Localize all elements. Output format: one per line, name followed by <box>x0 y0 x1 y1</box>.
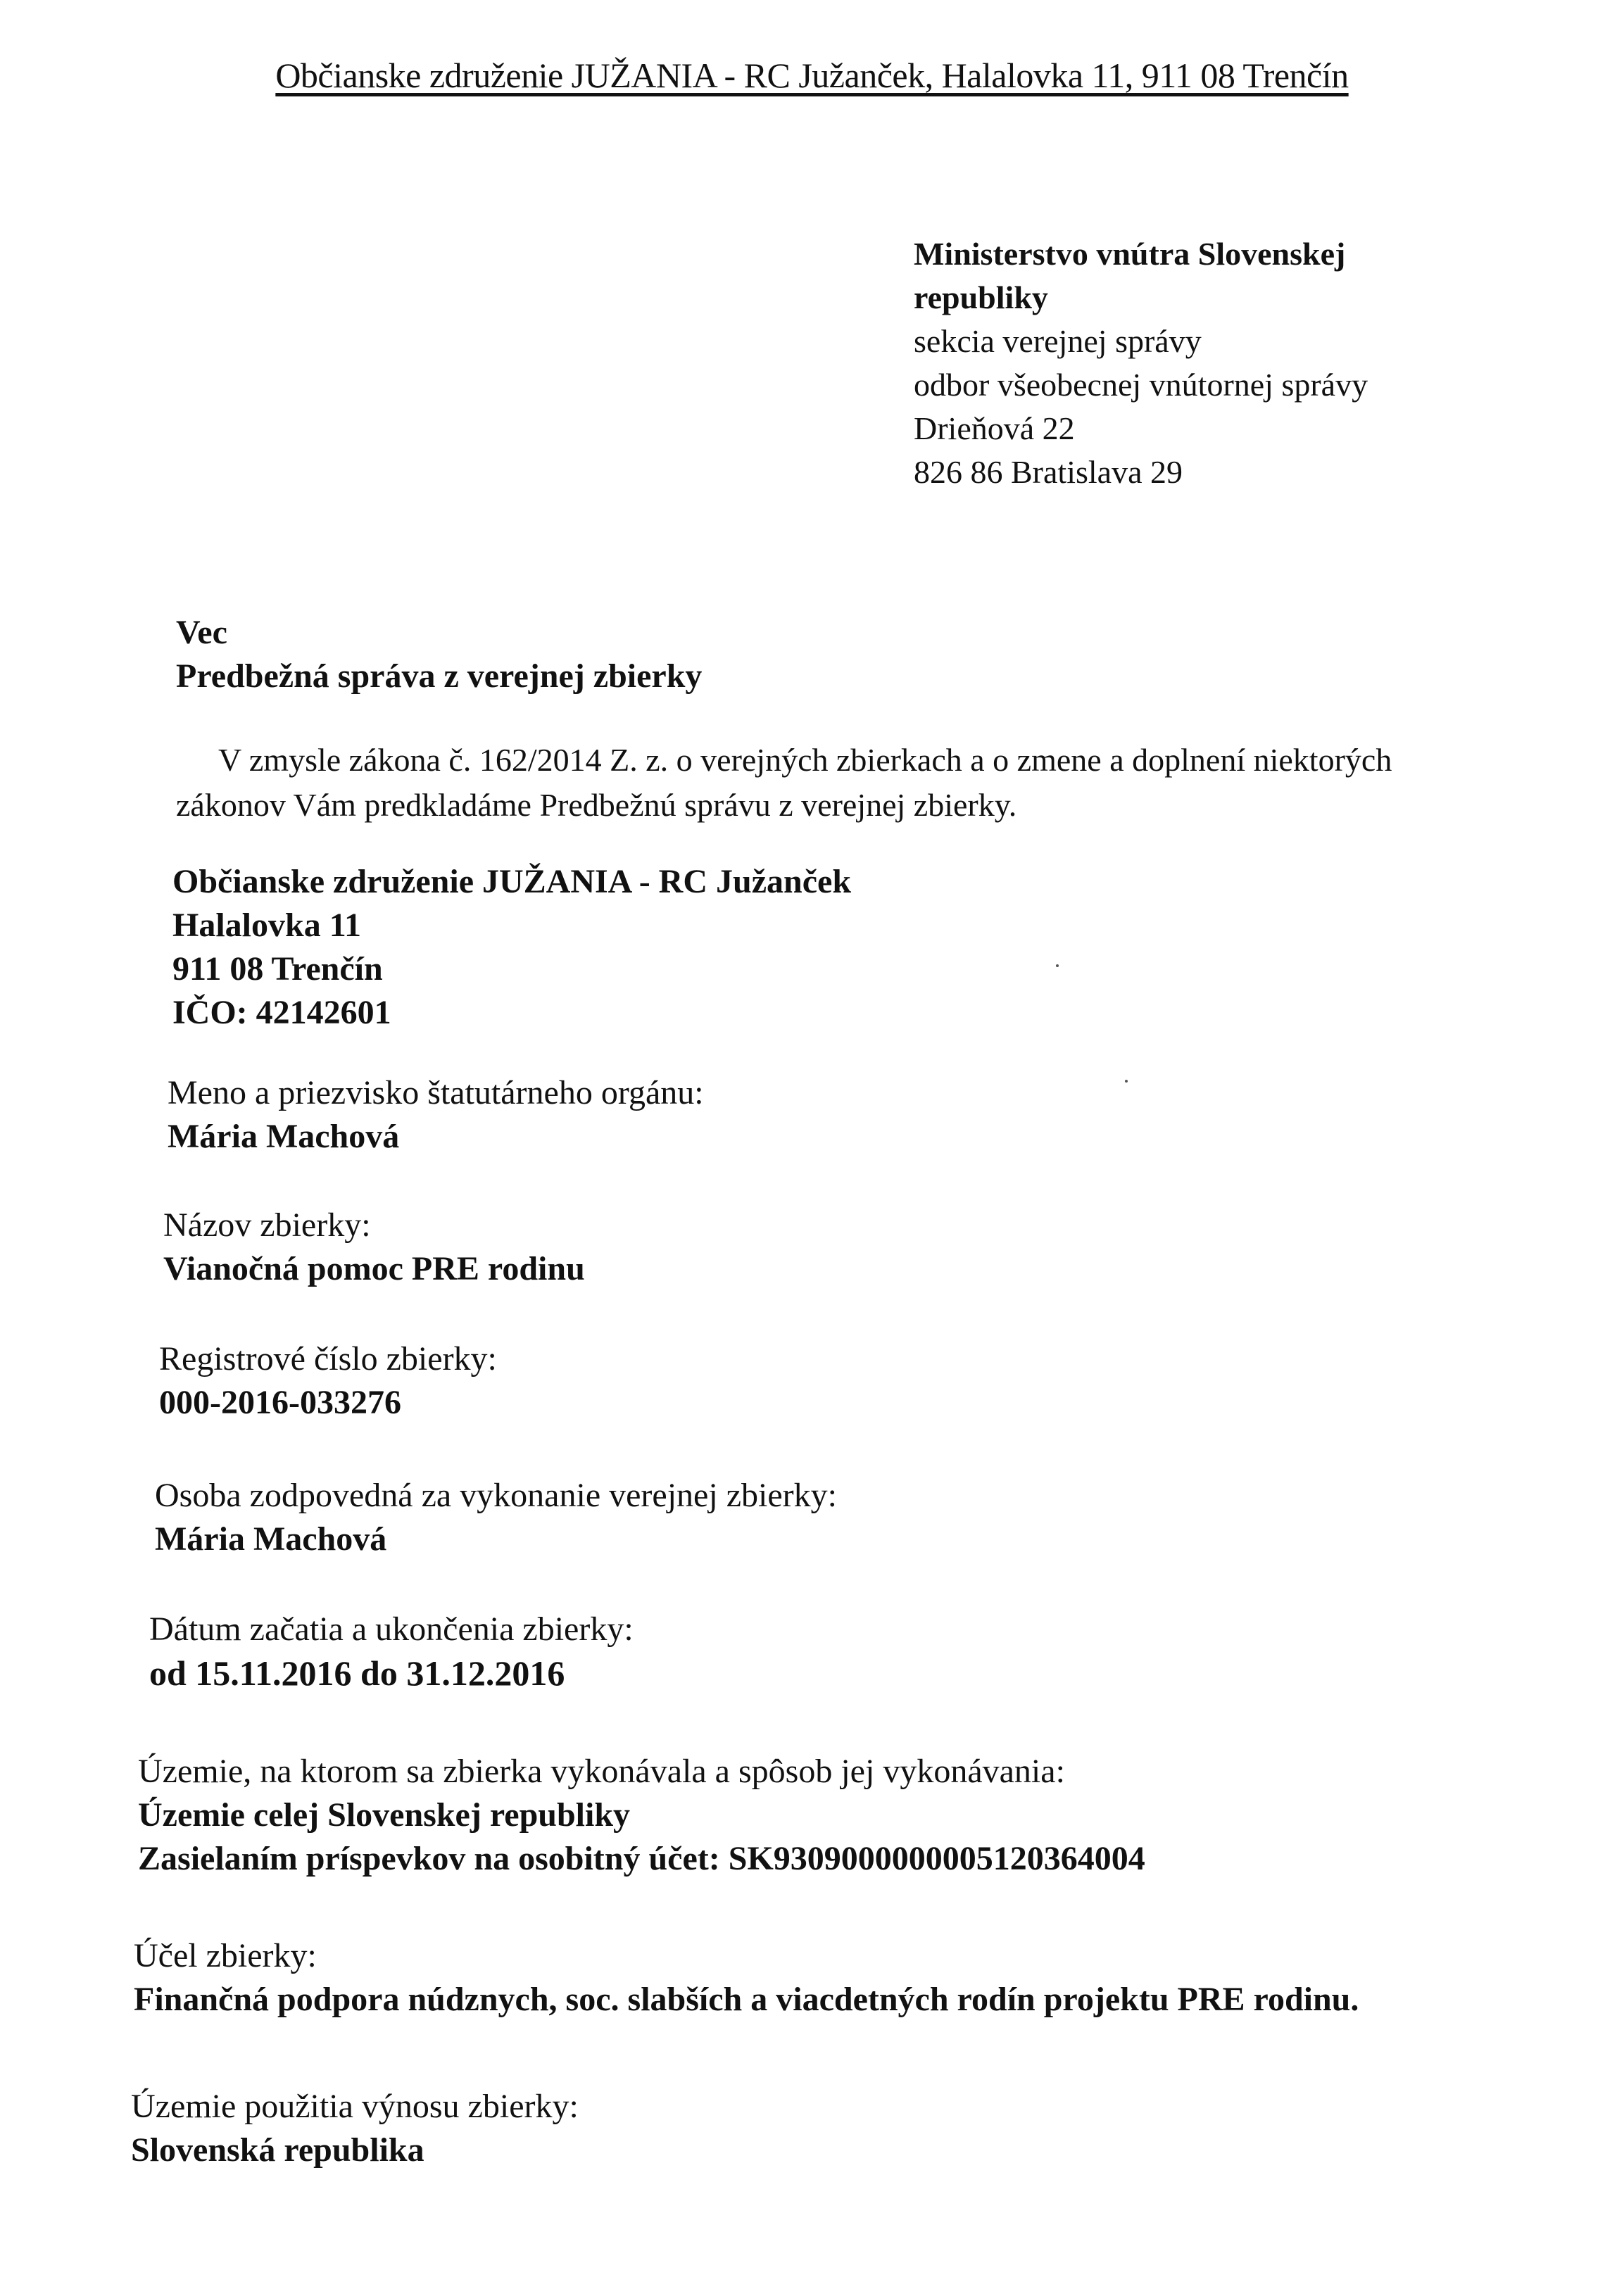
registration-field <box>159 1337 497 1425</box>
purpose-field <box>134 1934 1359 2022</box>
subject-block <box>176 611 702 698</box>
scan-speck <box>1056 964 1059 967</box>
subject-title: Predbežná správa z verejnej zbierky <box>176 657 703 695</box>
statutory-field <box>168 1071 704 1159</box>
use-territory-value: Slovenská republika <box>131 2131 424 2169</box>
use-territory-field <box>131 2085 579 2172</box>
purpose-value: Finančná podpora núdznych, soc. slabších a viacdetných rodín projektu PRE rodinu. <box>134 1981 1359 2018</box>
territory-value-1: Územie celej Slovenskej republiky <box>138 1796 631 1834</box>
org-ico: IČO: 42142601 <box>172 994 391 1031</box>
responsible-field <box>155 1474 837 1561</box>
org-street: Halalovka 11 <box>172 907 362 944</box>
recipient-name-line2: republiky <box>914 279 1048 315</box>
intro-paragraph <box>176 738 1457 828</box>
scan-speck <box>1125 1080 1128 1083</box>
dates-field <box>149 1608 634 1695</box>
collection-name-field <box>163 1204 585 1291</box>
registration-label: Registrové číslo zbierky: <box>159 1340 497 1377</box>
territory-label: Územie, na ktorom sa zbierka vykonávala a spôsob jej vykonávania: <box>138 1753 1065 1790</box>
organization-block <box>172 860 851 1035</box>
dates-label: Dátum začatia a ukončenia zbierky: <box>149 1610 634 1648</box>
org-city: 911 08 Trenčín <box>172 950 383 988</box>
recipient-address <box>914 232 1547 494</box>
responsible-value: Mária Machová <box>155 1520 387 1558</box>
use-territory-label: Územie použitia výnosu zbierky: <box>131 2088 579 2125</box>
intro-line2: zákonov Vám predkladáme Predbežnú správu z verejnej zbierky. <box>176 787 1017 823</box>
recipient-city: 826 86 Bratislava 29 <box>914 454 1183 490</box>
collection-name-label: Názov zbierky: <box>163 1206 371 1244</box>
subject-label: Vec <box>176 614 227 651</box>
collection-name-value: Vianočná pomoc PRE rodinu <box>163 1250 585 1287</box>
statutory-value: Mária Machová <box>168 1118 400 1155</box>
registration-value: 000-2016-033276 <box>159 1384 401 1421</box>
recipient-section: sekcia verejnej správy <box>914 323 1202 359</box>
dates-value: od 15.11.2016 do 31.12.2016 <box>149 1653 565 1693</box>
territory-value-2: Zasielaním príspevkov na osobitný účet: SK9309000000005120364004 <box>138 1840 1145 1877</box>
letterhead-org-line: Občianske združenie JUŽANIA - RC Južanček, Halalovka 11, 911 08 Trenčín <box>275 56 1349 95</box>
intro-line1: V zmysle zákona č. 162/2014 Z. z. o verejných zbierkach a o zmene a doplnení niektorých <box>218 742 1392 778</box>
org-name: Občianske združenie JUŽANIA - RC Južanček <box>172 863 852 900</box>
statutory-label: Meno a priezvisko štatutárneho orgánu: <box>168 1074 704 1111</box>
territory-field <box>138 1750 1145 1881</box>
recipient-name-line1: Ministerstvo vnútra Slovenskej <box>914 236 1346 272</box>
recipient-street: Drieňová 22 <box>914 410 1075 446</box>
recipient-department: odbor všeobecnej vnútornej správy <box>914 367 1368 403</box>
responsible-label: Osoba zodpovedná za vykonanie verejnej zbierky: <box>155 1477 837 1514</box>
purpose-label: Účel zbierky: <box>134 1937 317 1974</box>
